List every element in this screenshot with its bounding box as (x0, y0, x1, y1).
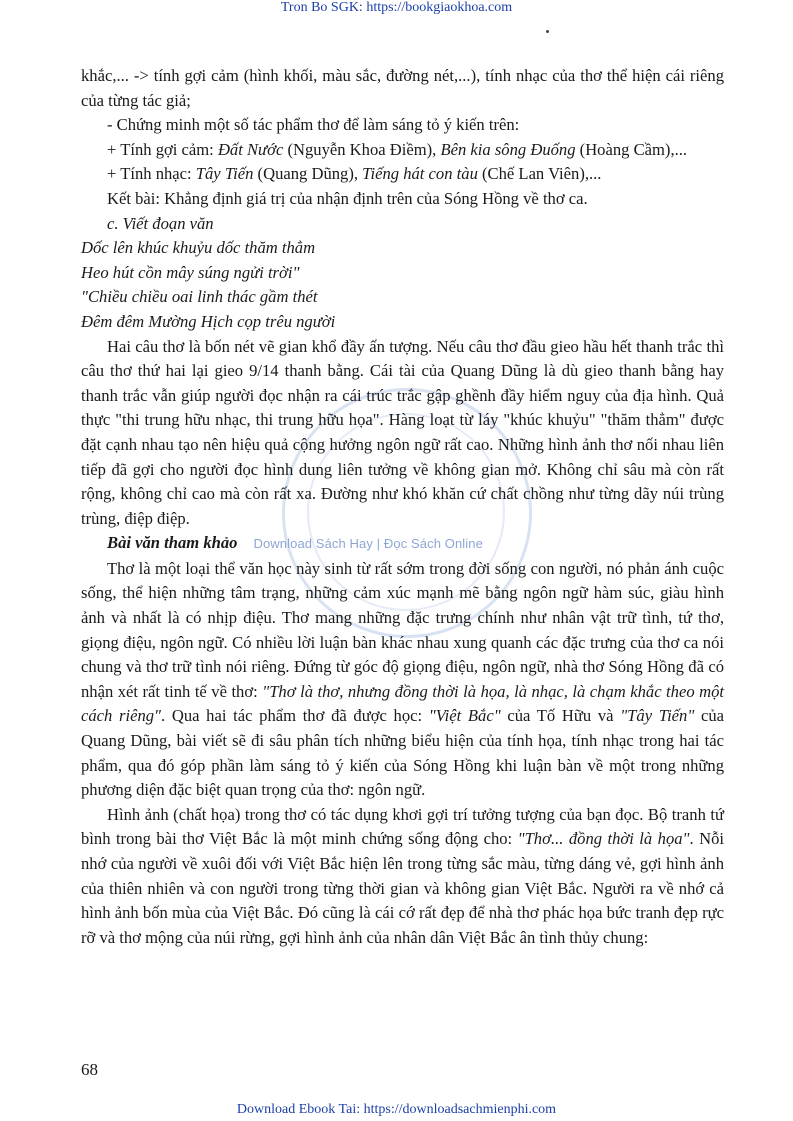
poem-line: Dốc lên khúc khuỷu dốc thăm thẳm (81, 238, 316, 258)
paragraph (81, 138, 724, 163)
text-run: (Quang Dũng), (253, 164, 363, 184)
text-run: + Tính nhạc: (107, 164, 196, 184)
header-link[interactable] (0, 0, 793, 16)
text-run: (Hoàng Cầm),... (575, 139, 688, 159)
work-title: Bên kia sông Đuống (440, 139, 576, 159)
quote: "Thơ... đồng thời là họa" (517, 829, 690, 849)
work-title: Đất Nước (217, 139, 284, 159)
paragraph: - Chứng minh một số tác phẩm thơ để làm sáng tỏ ý kiến trên: (107, 115, 520, 135)
page-number: 68 (81, 1060, 98, 1079)
page-content (81, 64, 724, 950)
poem-line: Đêm đêm Mường Hịch cọp trêu người (81, 311, 336, 331)
paragraph: khắc,... -> tính gợi cảm (hình khối, màu sắc, đường nét,...), tính nhạc của thơ thể hiện cái riêng của từng tác giả; (81, 66, 724, 110)
work-title: "Tây Tiến" (620, 706, 695, 726)
subheading: c. Viết đoạn văn (107, 213, 214, 233)
quote: "Thơ là thơ, nhưng đồng thời là họa, là nhạc, là chạm khắc theo một cách riêng" (81, 681, 725, 726)
text-run: . Qua hai tác phẩm thơ đã được học: (161, 706, 429, 726)
text-run: (Nguyễn Khoa Điềm), (283, 139, 441, 159)
poem-line: "Chiều chiều oai linh thác gầm thét (81, 287, 318, 307)
section-heading (81, 531, 724, 557)
text-run: + Tính gợi cảm: (107, 139, 218, 159)
paragraph (81, 557, 724, 803)
work-title: Tây Tiến (195, 164, 254, 184)
work-title: "Việt Bắc" (428, 706, 501, 726)
footer-link[interactable]: Download Ebook Tai: https://downloadsachmienphi.com (236, 1102, 557, 1117)
text-run: Hình ảnh (chất họa) trong thơ có tác dụng khơi gợi trí tưởng tượng của bạn đọc. Bộ tranh tứ bình trong bài thơ Việt Bắc là một minh chứng sống động cho: (81, 804, 724, 849)
text-run: Thơ là một loại thể văn học này sinh từ rất sớm trong đời sống con người, nó phản ánh cuộc sống, thể hiện những tâm trạng, những cảm xúc mạnh mẽ bằng ngôn ngữ hàm súc, giàu hình ảnh và nhất là có nhịp điệu. Thơ mang những đặc trưng chính như nhân vật trữ tình, tứ thơ, giọng điệu, ngôn ngữ. Có nhiều lời luận bàn khác nhau xung quanh các đặc trưng của thơ ca nói chung và thơ trữ tình nói riêng. Đứng từ góc độ giọng điệu, ngôn ngữ, nhà thơ Sóng Hồng đã có nhận xét rất tinh tế về thơ: (81, 558, 724, 701)
text-run: . Nỗi nhớ của người về xuôi đối với Việt Bắc hiện lên trong từng sắc màu, từng dáng vẻ, gợi hình ảnh của thiên nhiên và con người trong từng thời gian và không gian Việt Bắc. Người ra về nhớ cả hình ảnh bốn mùa của Việt Bắc. Đó cũng là cái cớ rất đẹp để nhà thơ phác họa bức tranh đẹp rực rỡ và thơ mộng của núi rừng, gợi hình ảnh của nhân dân Việt Bắc ân tình thủy chung: (81, 829, 724, 947)
text-run: (Chế Lan Viên),... (477, 164, 602, 184)
section-title: Bài văn tham khảo (107, 533, 238, 553)
header-link-text[interactable]: Tron Bo SGK: https://bookgiaokhoa.com (280, 0, 513, 15)
poem-line: Heo hút cồn mây súng ngửi trời" (81, 262, 300, 282)
scan-dot (546, 30, 549, 33)
paragraph (81, 803, 724, 951)
paragraph (81, 162, 724, 187)
watermark-tagline: Download Sách Hay | Đọc Sách Online (253, 536, 483, 552)
text-run: của Quang Dũng, bài viết sẽ đi sâu phân tích những biểu hiện của tính họa, tính nhạc trong hai tác phẩm, qua đó góp phần làm sáng tỏ ý kiến của Sóng Hồng khi luận bàn về một trong những phương diện đặc biệt quan trọng của thơ: ngôn ngữ. (81, 706, 725, 800)
work-title: Tiếng hát con tàu (362, 164, 478, 184)
text-run: của Tố Hữu và (500, 706, 621, 726)
paragraph: Hai câu thơ là bốn nét vẽ gian khổ đầy ấn tượng. Nếu câu thơ đầu gieo hầu hết thanh trắc thì câu thơ thứ hai lại gieo 9/14 thanh bằng. Cái tài của Quang Dũng là dù gieo thanh bằng hay thanh trắc vẫn giúp người đọc nhận ra cái trúc trắc gập ghềnh đầy hiểm nguy của địa hình. Quả thực "thi trung hữu nhạc, thi trung hữu họa". Hàng loạt từ láy "khúc khuỷu" "thăm thẳm" được đặt cạnh nhau tạo nên hiệu quả cộng hưởng ngôn ngữ rất cao. Những hình ảnh thơ nối nhau liên tiếp đã gợi cho người đọc hình dung liên tưởng về không gian mở. Không chỉ sâu mà còn rất rộng, không chỉ cao mà còn rất xa. Đường như khó khăn cứ chất chồng như từng dãy núi trùng trùng, điệp điệp. (81, 336, 724, 528)
paragraph: Kết bài: Khẳng định giá trị của nhận định trên của Sóng Hồng về thơ ca. (107, 188, 588, 208)
